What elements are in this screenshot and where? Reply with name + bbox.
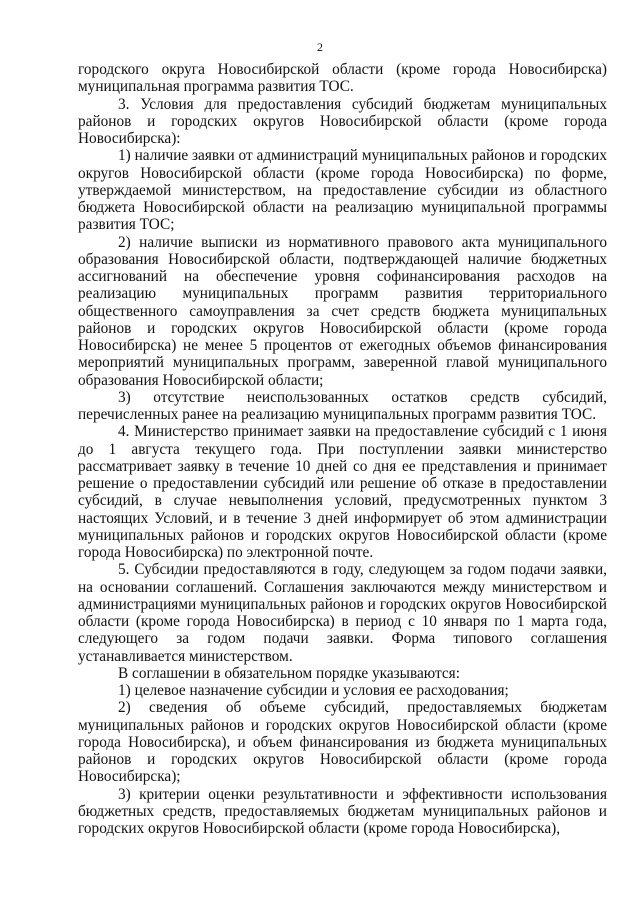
page-number: 2 [317, 40, 323, 54]
document-body [78, 61, 607, 837]
paragraph-clause-3: 3. Условия для предоставления субсидий бюджетам муниципальных районов и городских округов Новосибирской области (кроме города Новосибирска): [78, 95, 607, 147]
paragraph-clause-3-item-2: 2) наличие выписки из нормативного правового акта муниципального образования Новосибирской области, подтверждающей наличие бюджетных ассигнований на обеспечение уровня софинансирования расходов на реализацию муниципальных программ развития территориального общественного самоуправления за счет средств бюджета муниципальных районов и городских округов Новосибирской области (кроме города Новосибирска) не менее 5 процентов от ежегодных объемов финансирования мероприятий муниципальных программ, заверенной главой муниципального образования Новосибирской области; [78, 233, 607, 389]
paragraph-continuation: городского округа Новосибирской области (кроме города Новосибирска) муниципальная программа развития ТОС. [78, 61, 607, 96]
paragraph-agreement-item-2: 2) сведения об объеме субсидий, предоставляемых бюджетам муниципальных районов и городских округов Новосибирской области (кроме города Новосибирска), и объем финансирования из бюджета муниципальных районов и городских округов Новосибирской области (кроме города Новосибирска); [78, 699, 607, 786]
paragraph-clause-5: 5. Субсидии предоставляются в году, следующем за годом подачи заявки, на основании соглашений. Соглашения заключаются между министерством и администрациями муниципальных районов и городских округов Новосибирской области (кроме города Новосибирска) в период с 10 января по 1 марта года, следующего за годом подачи заявки. Форма типового соглашения устанавливается министерством. [78, 561, 607, 665]
paragraph-agreement-intro: В соглашении в обязательном порядке указываются: [118, 664, 460, 682]
paragraph-agreement-item-3: 3) критерии оценки результативности и эффективности использования бюджетных средств, предоставляемых бюджетам муниципальных районов и городских округов Новосибирской области (кроме города Новосибирска), [78, 785, 607, 837]
paragraph-agreement-item-1: 1) целевое назначение субсидии и условия ее расходования; [118, 682, 509, 699]
paragraph-clause-3-item-1: 1) наличие заявки от администраций муниципальных районов и городских округов Новосибирской области (кроме города Новосибирска) по форме, утверждаемой министерством, на предоставление субсидии из областного бюджета Новосибирской области на реализацию муниципальной программы развития ТОС; [78, 147, 607, 234]
paragraph-clause-3-item-3: 3) отсутствие неиспользованных остатков средств субсидий, перечисленных ранее на реализацию муниципальных программ развития ТОС. [78, 388, 607, 423]
paragraph-clause-4: 4. Министерство принимает заявки на предоставление субсидий с 1 июня до 1 августа текущего года. При поступлении заявки министерство рассматривает заявку в течение 10 дней со дня ее представления и принимает решение о предоставлении субсидий или решение об отказе в предоставлении субсидий, в случае невыполнения условий, предусмотренных пунктом 3 настоящих Условий, и в течение 3 дней информирует об этом администрации муниципальных районов и городских округов Новосибирской области (кроме города Новосибирска) по электронной почте. [78, 423, 607, 561]
